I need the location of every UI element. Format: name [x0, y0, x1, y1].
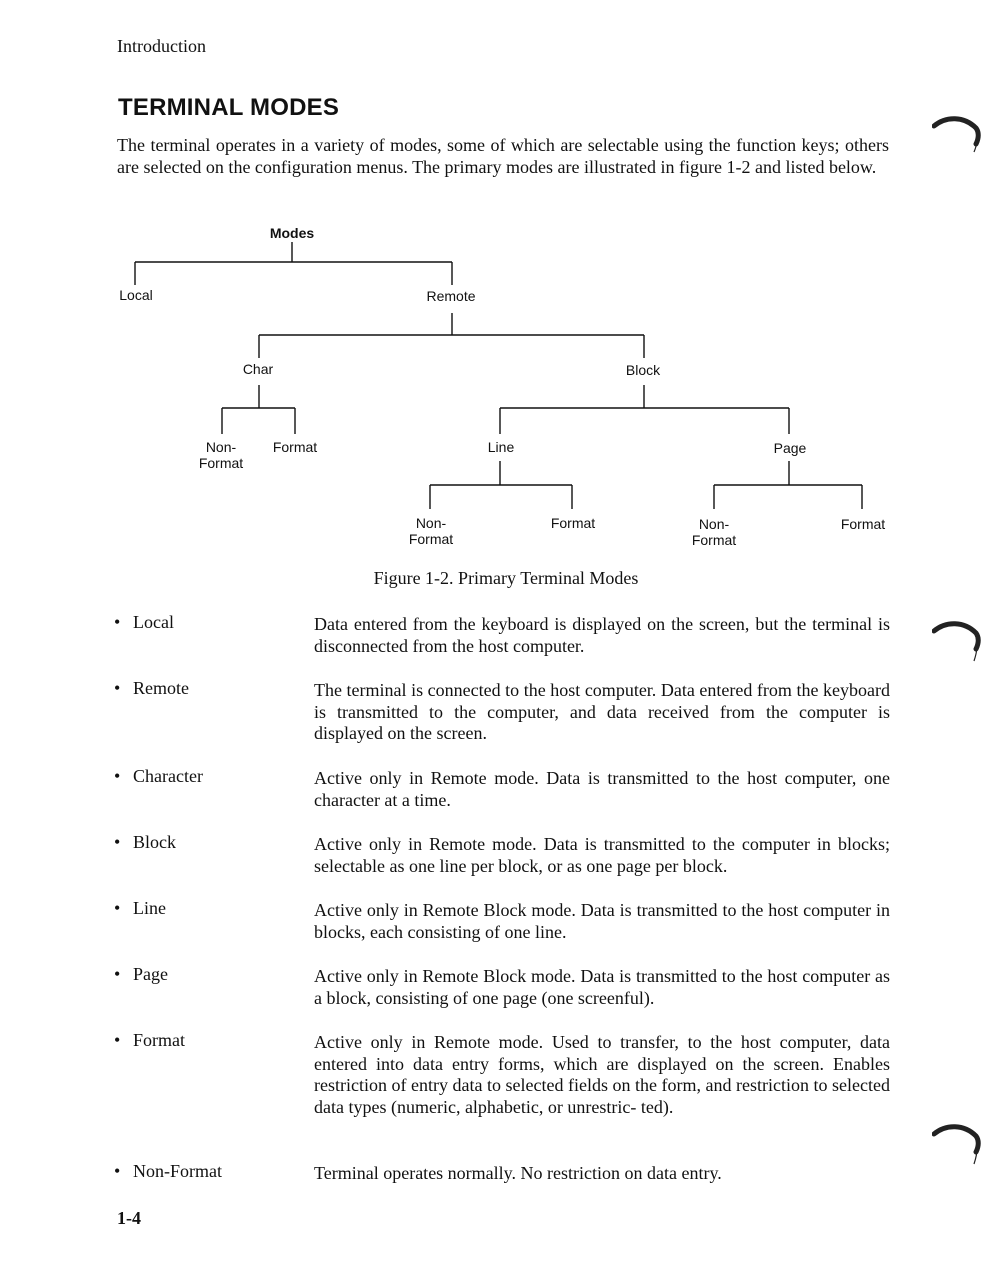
figure-caption-text: Figure 1-2. Primary Terminal Modes: [373, 568, 639, 588]
mode-term-label: Local: [133, 612, 174, 632]
figure-caption: [0, 568, 1004, 589]
mode-term-non-format: [114, 1161, 222, 1182]
node-line-nonformat-line2: Format: [408, 531, 454, 547]
mode-term-character: [114, 766, 203, 787]
node-modes: Modes: [269, 225, 315, 241]
node-page: Page: [773, 440, 807, 456]
mode-term-label: Format: [133, 1030, 185, 1050]
bullet-glyph: •: [114, 612, 121, 632]
bullet-glyph: •: [114, 1161, 121, 1181]
node-page-format: Format: [840, 516, 886, 532]
node-line-nonformat-line1: Non-: [415, 515, 447, 531]
desc-line: ted).: [640, 1096, 674, 1117]
node-line-format: Format: [550, 515, 596, 531]
mode-term-label: Character: [133, 766, 203, 786]
bullet-glyph: •: [114, 766, 121, 786]
intro-paragraph: The terminal operates in a variety of modes, some of which are selectable using the function keys; others are selected on the configuration menus. The primary modes are illustrated in figure 1-2 and listed below.: [117, 135, 889, 177]
mode-term-label: Remote: [133, 678, 189, 698]
node-page-nonformat-line1: Non-: [698, 516, 730, 532]
desc-line: computer in blocks, each consisting of one line.: [314, 900, 891, 942]
desc-line: restriction to selected data types (numeric, alphabetic, or unrestric-: [314, 1075, 891, 1117]
desc-line: Active only in Remote mode. Data is transmitted to the computer in: [314, 834, 831, 854]
desc-line: Terminal operates normally. No restriction on data entry.: [314, 1163, 722, 1183]
mode-term-label: Page: [133, 964, 168, 984]
desc-line: Active only in Remote Block mode. Data is transmitted to the host: [314, 966, 798, 986]
mode-term-label: Line: [133, 898, 166, 918]
node-char-nonformat-line1: Non-: [205, 439, 237, 455]
mode-tree-diagram: [0, 215, 1004, 560]
bullet-glyph: •: [114, 898, 121, 918]
mode-desc-remote: [314, 680, 890, 745]
node-char: Char: [242, 361, 274, 377]
node-char-format: Format: [272, 439, 318, 455]
node-page-nonformat-line2: Format: [691, 532, 737, 548]
mode-term-remote: [114, 678, 189, 699]
mode-desc-local: [314, 614, 890, 657]
desc-line: The terminal is connected to the host computer. Data entered from the: [314, 680, 819, 700]
page-number: 1-4: [117, 1208, 141, 1228]
desc-line: computer as a block, consisting of one page (one screenful).: [314, 966, 891, 1008]
node-local: Local: [119, 287, 153, 303]
bullet-glyph: •: [114, 964, 121, 984]
desc-line: one character at a time.: [314, 768, 890, 810]
desc-line: terminal is disconnected from the host computer.: [314, 614, 891, 656]
binder-mark-icon: [932, 112, 982, 154]
desc-line: computer is displayed on the screen.: [314, 701, 891, 743]
running-head: Introduction: [117, 36, 206, 56]
bullet-glyph: •: [114, 678, 121, 698]
binder-mark-icon: [932, 617, 982, 663]
mode-desc-character: [314, 768, 890, 811]
mode-term-format: [114, 1030, 185, 1051]
desc-line: Active only in Remote Block mode. Data is transmitted to the host: [314, 900, 799, 920]
mode-term-label: Block: [133, 832, 176, 852]
node-line: Line: [487, 439, 515, 455]
mode-term-line: [114, 898, 166, 919]
node-block: Block: [625, 362, 661, 378]
desc-line: Data entered from the keyboard is displayed on the screen, but the: [314, 614, 807, 634]
mode-desc-line: [314, 900, 890, 943]
mode-desc-format: [314, 1032, 890, 1118]
mode-term-page: [114, 964, 168, 985]
mode-desc-page: [314, 966, 890, 1009]
mode-term-label: Non-Format: [133, 1161, 222, 1181]
binder-mark-icon: [932, 1120, 982, 1166]
desc-line: Enables restriction of entry data to selected fields on the form, and: [314, 1053, 891, 1095]
desc-line: blocks; selectable as one line per block, or as one page per block.: [314, 834, 890, 876]
mode-term-local: [114, 612, 174, 633]
bullet-glyph: •: [114, 1030, 121, 1050]
mode-term-block: [114, 832, 176, 853]
node-char-nonformat-line2: Format: [198, 455, 244, 471]
desc-line: Active only in Remote mode. Data is transmitted to the host computer,: [314, 768, 857, 788]
desc-line: data entered into data entry forms, which are displayed on the screen.: [314, 1032, 890, 1074]
node-remote: Remote: [426, 288, 476, 304]
desc-line: keyboard is transmitted to the computer, and data received from the: [314, 680, 891, 722]
mode-desc-block: [314, 834, 890, 877]
section-title: TERMINAL MODES: [118, 94, 340, 121]
bullet-glyph: •: [114, 832, 121, 852]
mode-desc-non-format: [314, 1163, 890, 1185]
desc-line: Active only in Remote mode. Used to transfer, to the host computer,: [314, 1032, 852, 1052]
